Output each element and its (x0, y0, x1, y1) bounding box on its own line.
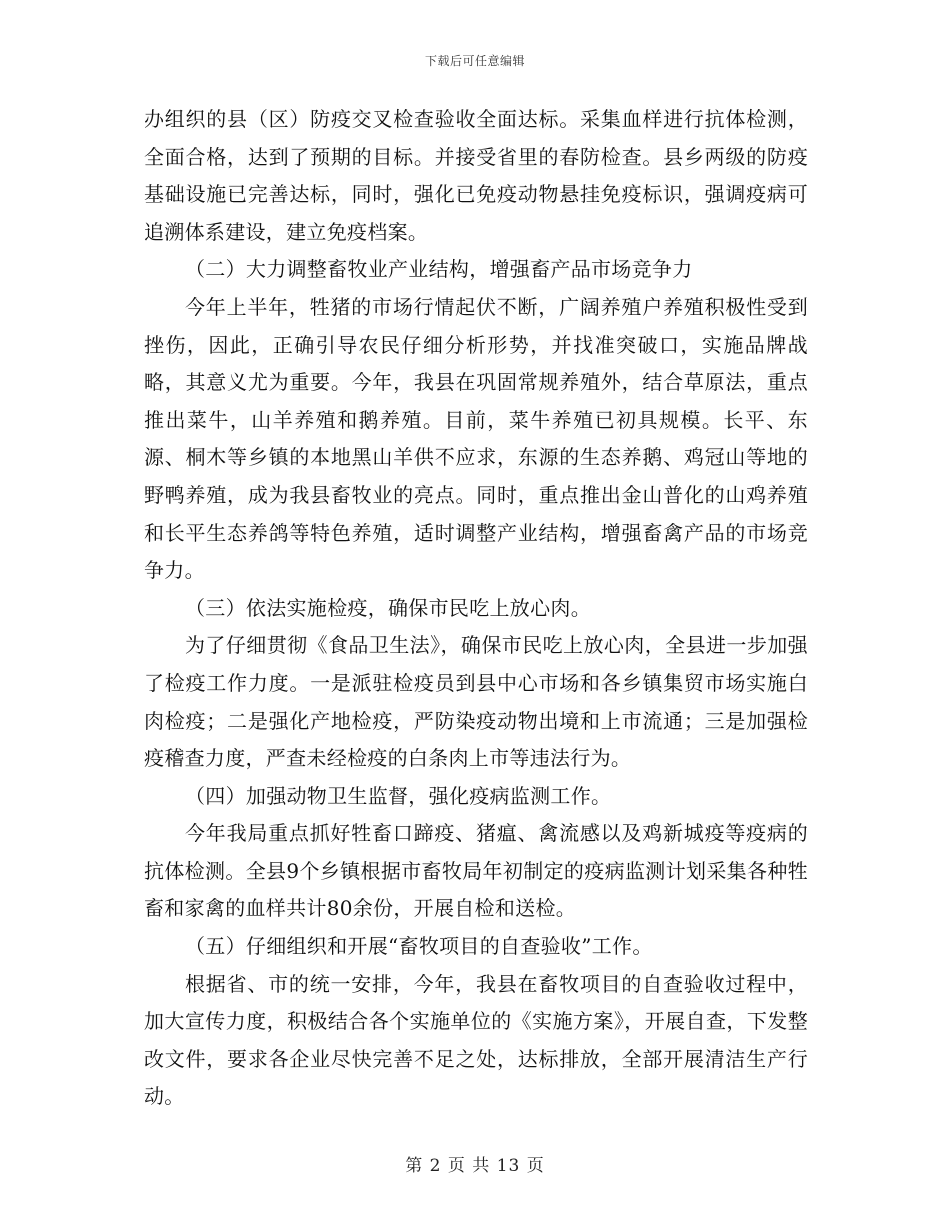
paragraph-continuation: 办组织的县（区）防疫交叉检查验收全面达标。采集血样进行抗体检测，全面合格，达到了预期的目标。并接受省里的春防检查。县乡两级的防疫基础设施已完善达标，同时，强化已免疫动物悬挂免疫标识，强调疫病可追溯体系建设，建立免疫档案。 (144, 107, 808, 244)
section-heading-5: （五）仔细组织和开展“畜牧项目的自查验收”工作。 (185, 934, 653, 959)
paragraph-self-inspection: 根据省、市的统一安排，今年，我县在畜牧项目的自查验收过程中，加大宣传力度，积极结合各个实施单位的《实施方案》，开展自查，下发整改文件，要求各企业尽快完善不足之处，达标排放，全部开展清洁生产行动。 (144, 971, 808, 1109)
section-heading-2: （二）大力调整畜牧业产业结构，增强畜产品市场竞争力 (185, 257, 693, 282)
document-body (144, 101, 808, 1116)
section-heading-4: （四）加强动物卫生监督，强化疫病监测工作。 (185, 783, 612, 808)
paragraph-quarantine: 为了仔细贯彻《食品卫生法》，确保市民吃上放心肉，全县进一步加强了检疫工作力度。一是派驻检疫员到县中心市场和各乡镇集贸市场实施白肉检疫；二是强化产地检疫，严防染疫动物出境和上市流通；三是加强检疫稽查力度，严查未经检疫的白条肉上市等违法行为。 (144, 633, 808, 771)
paragraph-industry-structure: 今年上半年，牲猪的市场行情起伏不断，广阔养殖户养殖积极性受到挫伤，因此，正确引导农民仔细分析形势，并找准突破口，实施品牌战略，其意义尤为重要。今年，我县在巩固常规养殖外，结合草原法，重点推出菜牛，山羊养殖和鹅养殖。目前，菜牛养殖已初具规模。长平、东源、桐木等乡镇的本地黑山羊供不应求，东源的生态养鹅、鸡冠山等地的野鸭养殖，成为我县畜牧业的亮点。同时，重点推出金山普化的山鸡养殖和长平生态养鸽等特色养殖，适时调整产业结构，增强畜禽产品的市场竞争力。 (144, 294, 808, 583)
page-header: 下载后可任意编辑 (424, 54, 525, 68)
section-heading-3: （三）依法实施检疫，确保市民吃上放心肉。 (185, 595, 591, 620)
paragraph-disease-monitoring: 今年我局重点抓好牲畜口蹄疫、猪瘟、禽流感以及鸡新城疫等疫病的抗体检测。全县9个乡镇根据市畜牧局年初制定的疫病监测计划采集各种牲畜和家禽的血样共计80余份，开展自检和送检。 (144, 821, 808, 921)
page-number: 第 2 页 共 13 页 (405, 1156, 545, 1176)
